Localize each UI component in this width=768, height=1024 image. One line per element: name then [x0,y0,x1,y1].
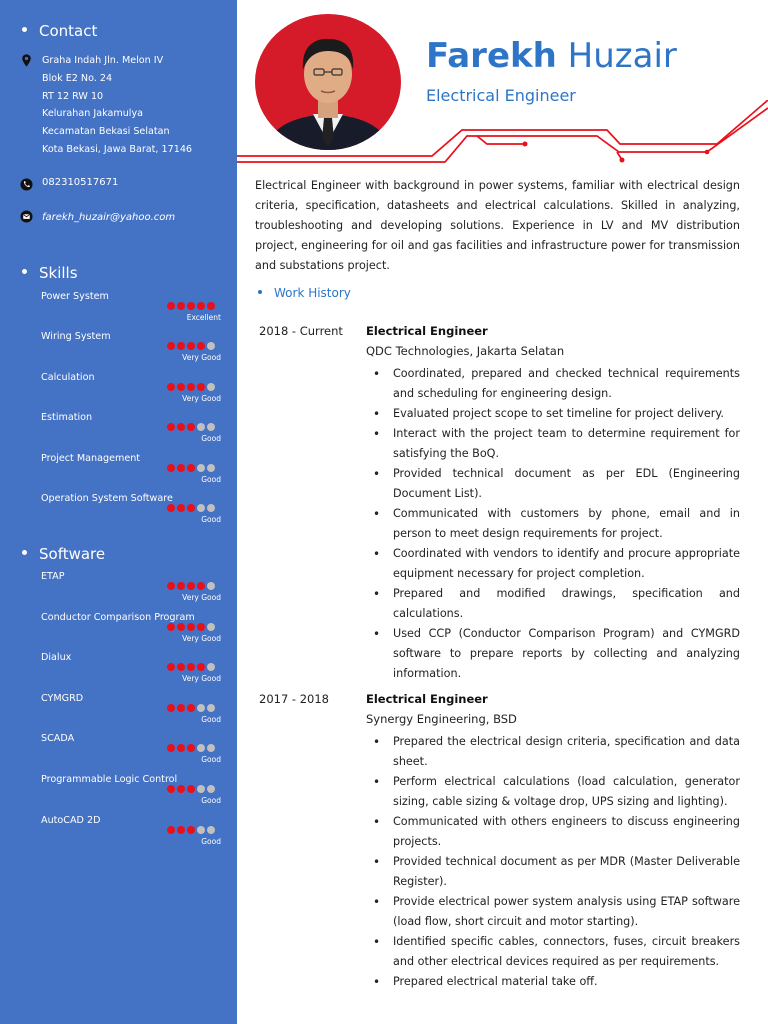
contact-heading: Contact [22,22,97,40]
rating-dot-empty [207,826,215,834]
rating-level: Good [201,714,221,724]
rating-dots [167,464,215,473]
duty-item: • Used CCP (Conductor Comparison Program) and CYMGRD software to prepare reports by collecting and analyzing information. [366,624,740,684]
phone-icon [20,178,33,191]
rating-dot-filled [187,383,195,391]
rating-dot-filled [167,582,175,590]
rating-dot-filled [167,785,175,793]
candidate-name: Farekh Huzair [426,36,677,76]
rating-dot-filled [187,423,195,431]
duty-item: • Interact with the project team to determine requirement for satisfying the BoQ. [366,424,740,464]
rating-level: Very Good [182,353,221,363]
rating-dot-filled [177,464,185,472]
rating-level: Very Good [182,393,221,403]
duty-item: • Prepared electrical material take off. [366,972,740,992]
email-icon [20,210,33,223]
phone-number: 082310517671 [42,177,119,188]
rating-dot-empty [197,826,205,834]
rating-dot-empty [197,704,205,712]
rating-dots [167,704,215,713]
rating-dot-filled [167,383,175,391]
rating-dot-filled [177,744,185,752]
rating-dot-filled [167,623,175,631]
rating-level: Good [201,796,221,805]
duty-item: • Communicated with others engineers to discuss engineering projects. [366,812,740,852]
location-pin-icon [20,54,33,67]
rating-dot-empty [197,464,205,472]
rating-dot-filled [187,464,195,472]
rating-dot-filled [177,704,185,712]
rating-dot-empty [207,504,215,512]
rating-dot-filled [167,704,175,712]
rating-dot-filled [177,423,185,431]
sidebar [0,0,237,1024]
item-name: Estimation [41,412,93,424]
address: Graha Indah Jln. Melon IV Blok E2 No. 24 RT 12 RW 10 Kelurahan Jakamulya Kecamatan Bekasi Selatan Kota Bekasi, Jawa Barat, 17146 [42,55,193,155]
rating-dots [167,826,215,835]
item-name: Project Management [41,452,141,464]
item-name: Power System [41,291,109,302]
rating-level: Good [201,515,221,524]
software-heading: Software [22,545,105,563]
circuit-decoration [237,100,768,170]
rating-dot-empty [207,663,215,671]
rating-dot-filled [167,423,175,431]
rating-dot-filled [177,785,185,793]
duty-item: • Perform electrical calculations (load calculation, generator sizing, cable sizing & voltage drop, UPS sizing and lighting). [366,772,740,812]
rating-dot-empty [207,464,215,472]
rating-dot-filled [167,826,175,834]
rating-level: Excellent [186,313,221,322]
rating-dot-filled [177,582,185,590]
rating-dot-filled [187,582,195,590]
rating-dot-empty [207,785,215,793]
duty-item: • Coordinated with vendors to identify and procure appropriate equipment necessary for project completion. [366,544,740,584]
item-name: Wiring System [41,331,111,343]
rating-dot-filled [167,744,175,752]
item-name: Calculation [41,371,95,383]
rating-dot-empty [207,383,215,391]
rating-dot-filled [197,663,205,671]
rating-dot-empty [207,623,215,631]
rating-dot-filled [187,785,195,793]
rating-dot-empty [207,704,215,712]
item-name: AutoCAD 2D [41,814,101,826]
work-history-heading: Work History [258,286,351,300]
job-period: 2017 - 2018 [259,692,329,706]
job-company: QDC Technologies, Jakarta Selatan [366,344,565,358]
rating-level: Very Good [182,674,221,684]
rating-dots [167,623,215,632]
rating-dots [167,582,215,591]
job-role: Electrical Engineer [366,324,488,338]
rating-dots [167,504,215,513]
rating-dot-filled [187,302,195,310]
rating-dot-empty [207,342,215,350]
rating-dot-filled [177,302,185,310]
rating-dot-filled [187,744,195,752]
rating-dots [167,663,215,672]
rating-dot-filled [167,302,175,310]
rating-dot-filled [197,302,205,310]
job-duties [366,732,740,992]
rating-dot-filled [197,623,205,631]
rating-dot-empty [197,785,205,793]
rating-dot-empty [197,423,205,431]
rating-dot-filled [187,663,195,671]
rating-level: Good [201,836,221,846]
profile-summary: Electrical Engineer with background in power systems, familiar with electrical design criteria, specification, datasheets and electrical calculations. Skilled in analyzing, troubleshooting and developing solutions. Experience in LV and MV distribution project, engineering for oil and gas facilities and infrastructure power for transmission and substations project. [255,179,740,272]
item-name: Dialux [41,652,72,664]
duty-item: • Evaluated project scope to set timeline for project delivery. [366,404,740,424]
rating-dot-filled [177,342,185,350]
job-duties [366,364,740,684]
rating-dots [167,302,215,311]
rating-level: Good [201,474,221,484]
duty-item: • Identified specific cables, connectors, fuses, circuit breakers and other electrical devices required as per requirements. [366,932,740,972]
rating-dot-filled [177,504,185,512]
rating-dot-filled [187,342,195,350]
job-role: Electrical Engineer [366,692,488,706]
rating-dot-filled [187,504,195,512]
item-name: Programmable Logic Control [41,774,178,785]
rating-dots [167,785,215,794]
rating-dots [167,383,215,392]
rating-dot-filled [197,383,205,391]
rating-dot-empty [207,582,215,590]
item-name: SCADA [41,733,75,745]
duty-item: • Communicated with customers by phone, email and in person to meet design requirements for project. [366,504,740,544]
email-address: farekh_huzair@yahoo.com [42,212,176,223]
rating-dot-empty [207,744,215,752]
rating-dot-filled [187,704,195,712]
item-name: Conductor Comparison Program [41,611,195,623]
rating-dots [167,342,215,351]
rating-dot-filled [167,342,175,350]
rating-dot-filled [207,302,215,310]
rating-dots [167,744,215,753]
rating-dot-filled [177,663,185,671]
duty-item: • Provide electrical power system analysis using ETAP software (load flow, short circuit and motor starting). [366,892,740,932]
duty-item: • Prepared and modified drawings, specification and calculations. [366,584,740,624]
duty-item: • Prepared the electrical design criteria, specification and data sheet. [366,732,740,772]
rating-dot-filled [187,826,195,834]
rating-dot-empty [197,744,205,752]
rating-dot-empty [197,504,205,512]
rating-dot-filled [167,504,175,512]
rating-dot-filled [167,464,175,472]
rating-dot-filled [167,663,175,671]
job-title: Electrical Engineer [426,86,576,105]
rating-dots [167,423,215,432]
item-name: ETAP [41,571,65,582]
rating-level: Very Good [182,593,221,602]
item-name: Operation System Software [41,493,173,504]
duty-item: • Coordinated, prepared and checked technical requirements and scheduling for engineering design. [366,364,740,404]
rating-level: Good [201,755,221,765]
item-name: CYMGRD [41,692,84,704]
rating-dot-filled [197,342,205,350]
rating-dot-filled [177,383,185,391]
rating-dot-empty [207,423,215,431]
skills-heading: Skills [22,264,78,282]
job-period: 2018 - Current [259,324,343,338]
rating-level: Very Good [182,633,221,643]
rating-dot-filled [187,623,195,631]
rating-level: Good [201,434,221,444]
rating-dot-filled [177,826,185,834]
duty-item: • Provided technical document as per MDR (Master Deliverable Register). [366,852,740,892]
rating-dot-filled [197,582,205,590]
rating-dot-filled [177,623,185,631]
job-company: Synergy Engineering, BSD [366,712,517,726]
duty-item: • Provided technical document as per EDL (Engineering Document List). [366,464,740,504]
